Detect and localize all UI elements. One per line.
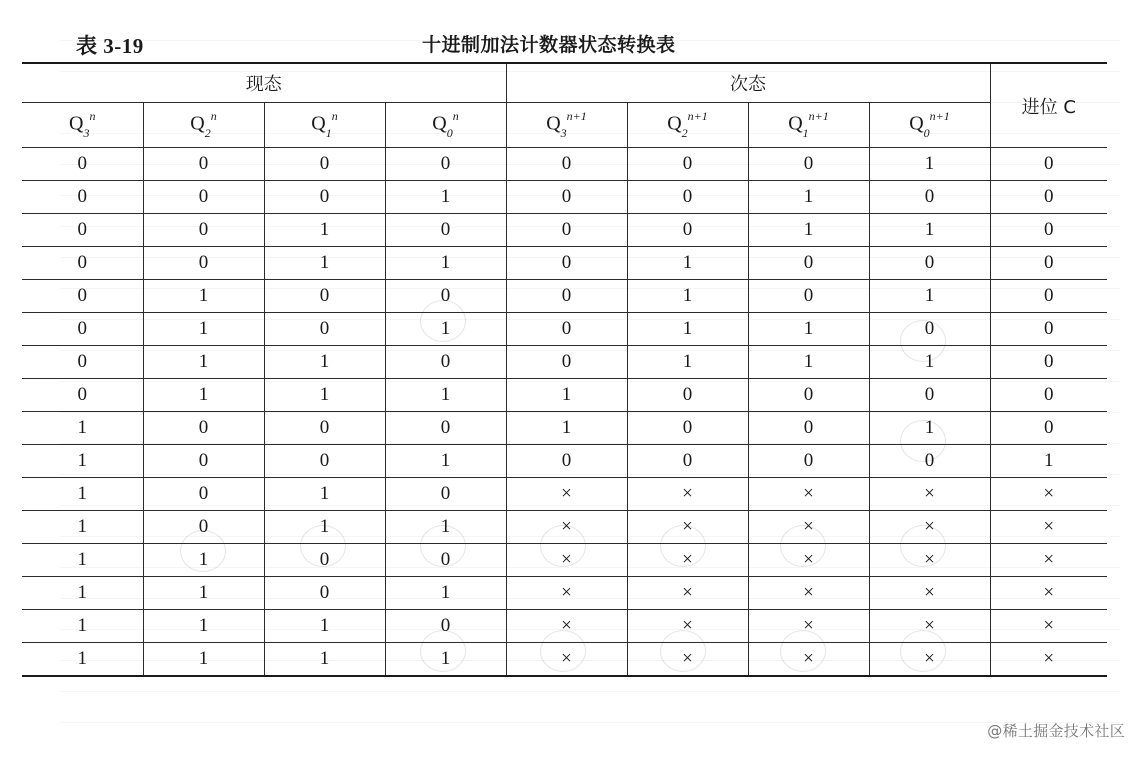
- current-state-q3-header: [22, 103, 143, 148]
- watermark: @稀土掘金技术社区: [987, 722, 1125, 740]
- current-q0-cell: 0: [385, 280, 506, 313]
- symbol-subscript: 1: [802, 125, 809, 140]
- state-variable-symbol: [667, 111, 708, 139]
- next-q1-cell: 1: [748, 181, 869, 214]
- next-q0-cell: ×: [869, 610, 990, 643]
- current-q2-cell: 1: [143, 280, 264, 313]
- next-q3-cell: 0: [506, 445, 627, 478]
- next-q1-cell: 1: [748, 214, 869, 247]
- next-q3-cell: 0: [506, 247, 627, 280]
- next-q3-cell: ×: [506, 544, 627, 577]
- carry-cell: 0: [990, 247, 1107, 280]
- next-q2-cell: ×: [627, 610, 748, 643]
- table-row: [22, 478, 1107, 511]
- table-row: [22, 181, 1107, 214]
- current-q3-cell: 1: [22, 643, 143, 677]
- current-q3-cell: 0: [22, 214, 143, 247]
- next-q3-cell: 0: [506, 313, 627, 346]
- table-number: 表 3-19: [76, 34, 144, 58]
- state-variable-symbol: [69, 111, 95, 139]
- carry-cell: 0: [990, 346, 1107, 379]
- symbol-superscript: n+1: [687, 109, 708, 124]
- next-q0-cell: ×: [869, 511, 990, 544]
- current-q3-cell: 0: [22, 379, 143, 412]
- state-variable-symbol: [788, 111, 829, 139]
- current-q2-cell: 1: [143, 610, 264, 643]
- next-q3-cell: ×: [506, 478, 627, 511]
- current-state-q2-header: [143, 103, 264, 148]
- state-variable-symbol: [909, 111, 950, 139]
- current-q0-cell: 1: [385, 577, 506, 610]
- state-transition-table: [22, 62, 1107, 677]
- current-q2-cell: 0: [143, 181, 264, 214]
- current-q1-cell: 0: [264, 577, 385, 610]
- next-q3-cell: ×: [506, 643, 627, 677]
- next-q2-cell: 0: [627, 148, 748, 181]
- current-q3-cell: 1: [22, 610, 143, 643]
- table-row: [22, 643, 1107, 677]
- current-q1-cell: 0: [264, 445, 385, 478]
- carry-cell: 0: [990, 148, 1107, 181]
- current-q0-cell: 1: [385, 313, 506, 346]
- carry-cell: ×: [990, 478, 1107, 511]
- table-row: [22, 280, 1107, 313]
- table-row: [22, 148, 1107, 181]
- next-q1-cell: 0: [748, 148, 869, 181]
- next-q2-cell: ×: [627, 577, 748, 610]
- next-q0-cell: ×: [869, 577, 990, 610]
- current-state-header: 现态: [22, 63, 506, 103]
- next-q1-cell: 0: [748, 445, 869, 478]
- current-q2-cell: 0: [143, 412, 264, 445]
- header-group-row: [22, 63, 1107, 103]
- header-variable-row: [22, 103, 1107, 148]
- current-q2-cell: 0: [143, 478, 264, 511]
- next-q3-cell: 1: [506, 379, 627, 412]
- current-q0-cell: 1: [385, 181, 506, 214]
- current-q0-cell: 0: [385, 148, 506, 181]
- current-q0-cell: 0: [385, 544, 506, 577]
- symbol-subscript: 2: [204, 125, 211, 140]
- symbol-base: Q: [69, 112, 84, 135]
- current-q1-cell: 1: [264, 214, 385, 247]
- next-q2-cell: 1: [627, 280, 748, 313]
- next-state-q2-header: [627, 103, 748, 148]
- next-q3-cell: 0: [506, 214, 627, 247]
- current-q2-cell: 1: [143, 346, 264, 379]
- carry-cell: ×: [990, 577, 1107, 610]
- state-variable-symbol: [311, 111, 337, 139]
- next-q2-cell: ×: [627, 643, 748, 677]
- current-state-q1-header: [264, 103, 385, 148]
- current-q3-cell: 1: [22, 544, 143, 577]
- next-q3-cell: ×: [506, 610, 627, 643]
- symbol-subscript: 0: [446, 125, 453, 140]
- current-q1-cell: 0: [264, 181, 385, 214]
- current-q3-cell: 0: [22, 247, 143, 280]
- table-row: [22, 346, 1107, 379]
- state-variable-symbol: [190, 111, 216, 139]
- current-q0-cell: 1: [385, 643, 506, 677]
- next-q1-cell: ×: [748, 610, 869, 643]
- next-q1-cell: ×: [748, 643, 869, 677]
- current-q2-cell: 0: [143, 511, 264, 544]
- current-q1-cell: 1: [264, 247, 385, 280]
- table-row: [22, 544, 1107, 577]
- current-q1-cell: 1: [264, 379, 385, 412]
- next-q0-cell: ×: [869, 643, 990, 677]
- table-row: [22, 511, 1107, 544]
- table-title: 十进制加法计数器状态转换表: [422, 34, 676, 56]
- carry-header: 进位 C: [990, 63, 1107, 148]
- current-state-q0-header: [385, 103, 506, 148]
- next-q1-cell: 0: [748, 247, 869, 280]
- next-q1-cell: ×: [748, 577, 869, 610]
- carry-cell: ×: [990, 511, 1107, 544]
- carry-cell: ×: [990, 643, 1107, 677]
- next-q2-cell: 1: [627, 247, 748, 280]
- carry-cell: ×: [990, 610, 1107, 643]
- current-q1-cell: 1: [264, 346, 385, 379]
- next-q3-cell: ×: [506, 577, 627, 610]
- current-q1-cell: 1: [264, 610, 385, 643]
- current-q2-cell: 0: [143, 214, 264, 247]
- next-state-q3-header: [506, 103, 627, 148]
- next-q0-cell: 0: [869, 445, 990, 478]
- current-q0-cell: 1: [385, 247, 506, 280]
- symbol-superscript: n: [331, 109, 338, 124]
- current-q0-cell: 0: [385, 214, 506, 247]
- next-q1-cell: 1: [748, 346, 869, 379]
- current-q2-cell: 0: [143, 148, 264, 181]
- next-q0-cell: ×: [869, 478, 990, 511]
- next-q1-cell: ×: [748, 544, 869, 577]
- current-q2-cell: 1: [143, 313, 264, 346]
- next-q0-cell: ×: [869, 544, 990, 577]
- next-q2-cell: 1: [627, 346, 748, 379]
- symbol-subscript: 0: [923, 125, 930, 140]
- carry-cell: 0: [990, 379, 1107, 412]
- symbol-base: Q: [788, 112, 803, 135]
- current-q0-cell: 0: [385, 346, 506, 379]
- carry-cell: 0: [990, 280, 1107, 313]
- current-q2-cell: 1: [143, 577, 264, 610]
- symbol-base: Q: [190, 112, 205, 135]
- next-q2-cell: 0: [627, 181, 748, 214]
- next-q1-cell: ×: [748, 478, 869, 511]
- next-q2-cell: 1: [627, 313, 748, 346]
- table-row: [22, 445, 1107, 478]
- carry-cell: 0: [990, 181, 1107, 214]
- current-q3-cell: 0: [22, 280, 143, 313]
- current-q2-cell: 1: [143, 379, 264, 412]
- current-q0-cell: 0: [385, 610, 506, 643]
- symbol-base: Q: [667, 112, 682, 135]
- next-q0-cell: 1: [869, 214, 990, 247]
- next-q2-cell: 0: [627, 379, 748, 412]
- current-q1-cell: 0: [264, 412, 385, 445]
- symbol-superscript: n: [210, 109, 217, 124]
- current-q0-cell: 1: [385, 445, 506, 478]
- next-q3-cell: 0: [506, 280, 627, 313]
- symbol-base: Q: [432, 112, 447, 135]
- current-q3-cell: 1: [22, 577, 143, 610]
- bleed-line: [60, 691, 1120, 692]
- next-q2-cell: ×: [627, 544, 748, 577]
- next-q1-cell: 0: [748, 280, 869, 313]
- carry-cell: 0: [990, 214, 1107, 247]
- carry-cell: ×: [990, 544, 1107, 577]
- current-q3-cell: 0: [22, 313, 143, 346]
- next-q2-cell: 0: [627, 412, 748, 445]
- next-q0-cell: 1: [869, 148, 990, 181]
- next-q1-cell: 0: [748, 379, 869, 412]
- next-q3-cell: ×: [506, 511, 627, 544]
- table-row: [22, 247, 1107, 280]
- symbol-superscript: n+1: [929, 109, 950, 124]
- symbol-base: Q: [546, 112, 561, 135]
- next-q0-cell: 0: [869, 247, 990, 280]
- state-variable-symbol: [432, 111, 458, 139]
- current-q3-cell: 1: [22, 511, 143, 544]
- table-row: [22, 577, 1107, 610]
- current-q1-cell: 0: [264, 313, 385, 346]
- next-q1-cell: ×: [748, 511, 869, 544]
- symbol-subscript: 2: [681, 125, 688, 140]
- carry-cell: 1: [990, 445, 1107, 478]
- current-q3-cell: 1: [22, 445, 143, 478]
- table-row: [22, 313, 1107, 346]
- next-q2-cell: ×: [627, 511, 748, 544]
- current-q1-cell: 1: [264, 478, 385, 511]
- next-q2-cell: 0: [627, 445, 748, 478]
- current-q0-cell: 0: [385, 478, 506, 511]
- current-q2-cell: 1: [143, 544, 264, 577]
- current-q3-cell: 0: [22, 181, 143, 214]
- current-q3-cell: 1: [22, 478, 143, 511]
- next-q1-cell: 1: [748, 313, 869, 346]
- next-state-q1-header: [748, 103, 869, 148]
- symbol-subscript: 3: [83, 125, 90, 140]
- carry-cell: 0: [990, 412, 1107, 445]
- table-body: [22, 148, 1107, 677]
- table-row: [22, 379, 1107, 412]
- symbol-base: Q: [311, 112, 326, 135]
- current-q1-cell: 1: [264, 643, 385, 677]
- current-q2-cell: 0: [143, 445, 264, 478]
- state-variable-symbol: [546, 111, 587, 139]
- next-q0-cell: 1: [869, 412, 990, 445]
- current-q1-cell: 1: [264, 511, 385, 544]
- table-row: [22, 214, 1107, 247]
- symbol-subscript: 1: [325, 125, 332, 140]
- current-q2-cell: 0: [143, 247, 264, 280]
- current-q3-cell: 0: [22, 346, 143, 379]
- table-row: [22, 610, 1107, 643]
- current-q0-cell: 1: [385, 511, 506, 544]
- current-q3-cell: 0: [22, 148, 143, 181]
- current-q1-cell: 0: [264, 544, 385, 577]
- next-state-header: 次态: [506, 63, 990, 103]
- table-row: [22, 412, 1107, 445]
- next-q0-cell: 0: [869, 313, 990, 346]
- next-q0-cell: 1: [869, 346, 990, 379]
- symbol-superscript: n: [89, 109, 96, 124]
- next-q2-cell: 0: [627, 214, 748, 247]
- current-q0-cell: 0: [385, 412, 506, 445]
- bleed-line: [60, 722, 1120, 723]
- next-q2-cell: ×: [627, 478, 748, 511]
- next-q3-cell: 1: [506, 412, 627, 445]
- current-q1-cell: 0: [264, 280, 385, 313]
- next-q0-cell: 0: [869, 181, 990, 214]
- next-q3-cell: 0: [506, 346, 627, 379]
- symbol-superscript: n: [452, 109, 459, 124]
- current-q2-cell: 1: [143, 643, 264, 677]
- symbol-base: Q: [909, 112, 924, 135]
- next-q3-cell: 0: [506, 148, 627, 181]
- table-caption: [76, 30, 1106, 58]
- next-q0-cell: 0: [869, 379, 990, 412]
- current-q1-cell: 0: [264, 148, 385, 181]
- symbol-subscript: 3: [560, 125, 567, 140]
- next-state-q0-header: [869, 103, 990, 148]
- next-q3-cell: 0: [506, 181, 627, 214]
- carry-cell: 0: [990, 313, 1107, 346]
- symbol-superscript: n+1: [566, 109, 587, 124]
- symbol-superscript: n+1: [808, 109, 829, 124]
- next-q0-cell: 1: [869, 280, 990, 313]
- next-q1-cell: 0: [748, 412, 869, 445]
- current-q0-cell: 1: [385, 379, 506, 412]
- current-q3-cell: 1: [22, 412, 143, 445]
